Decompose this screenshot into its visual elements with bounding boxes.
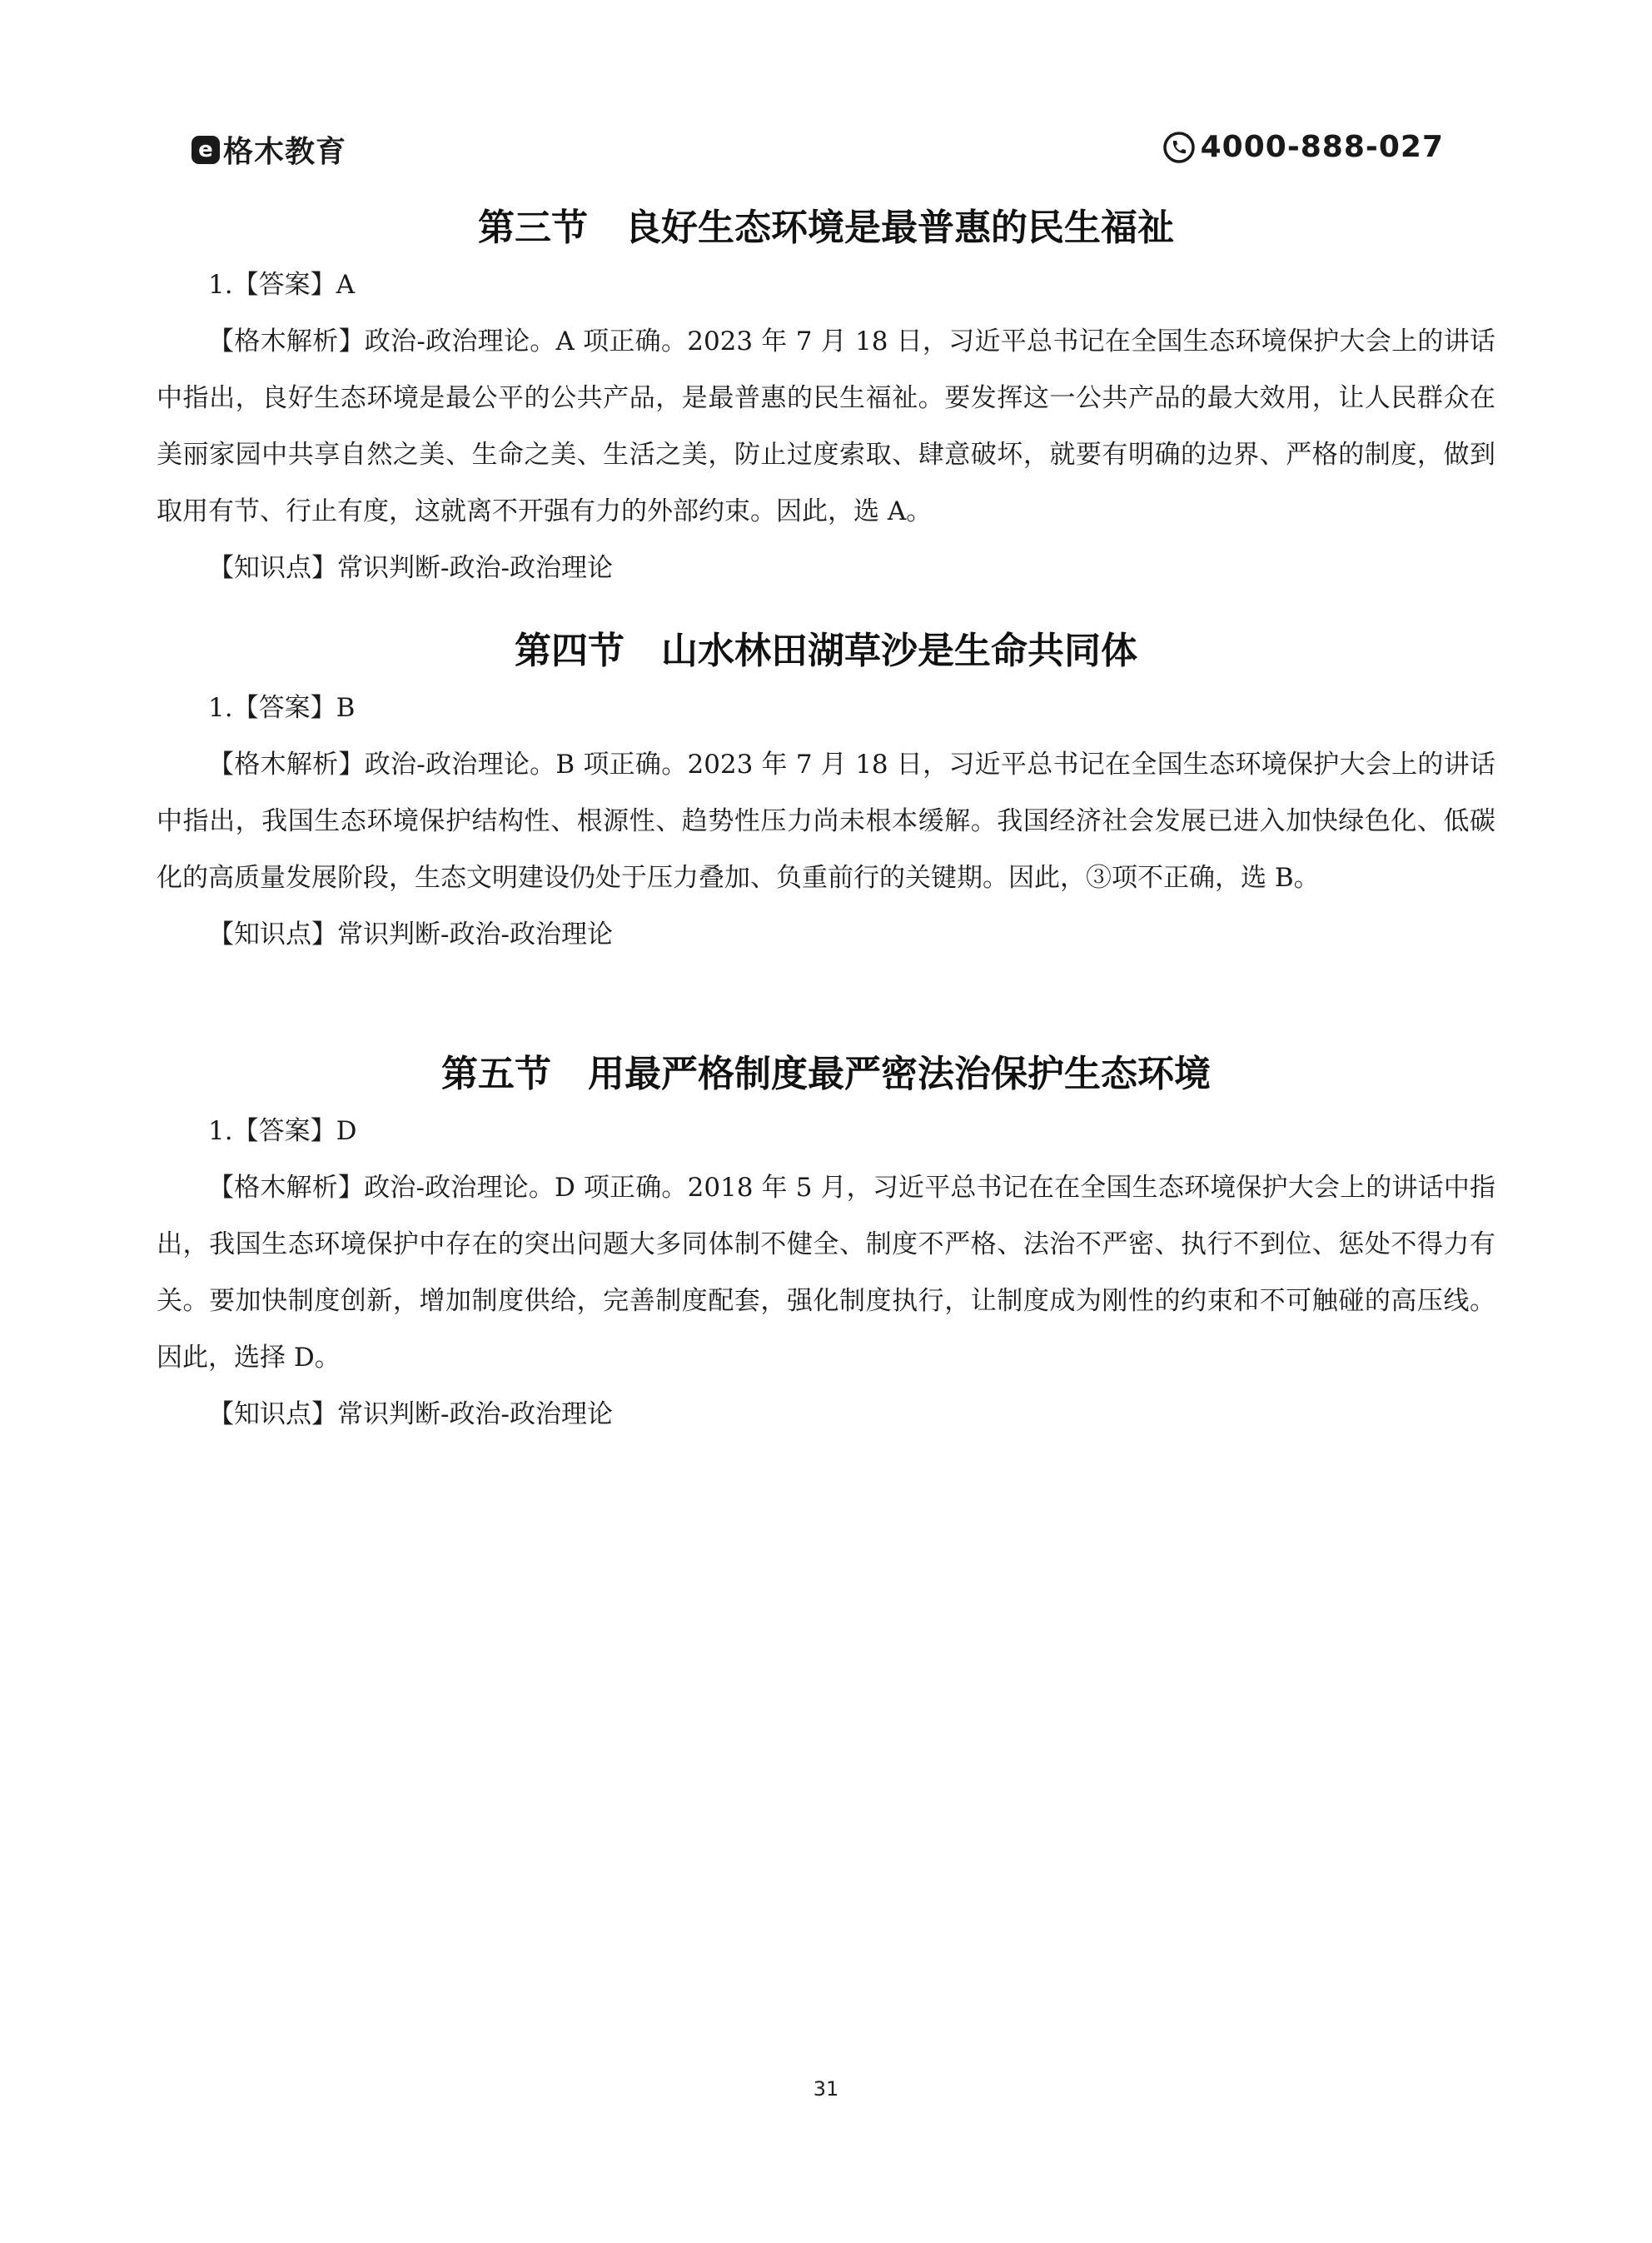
section-5: [157, 1049, 1495, 1443]
analysis-paragraph: 【格木解析】政治-政治理论。D 项正确。2018 年 5 月，习近平总书记在在全国生态环境保护大会上的讲话中指出，我国生态环境保护中存在的突出问题大多同体制不健全、制度不严格、法治不严密、执行不到位、惩处不得力有关。要加快制度创新，增加制度供给，完善制度配套，强化制度执行，让制度成为刚性的约束和不可触碰的高压线。因此，选择 D。: [157, 1173, 1495, 1373]
section-3: [157, 203, 1495, 596]
answer-line: 1.【答案】A: [208, 270, 355, 300]
phone-icon: [1162, 131, 1196, 164]
answer-line: 1.【答案】B: [208, 693, 356, 723]
knowledge-point: 【知识点】常识判断-政治-政治理论: [208, 553, 613, 583]
page-header: [192, 127, 1460, 177]
section-title: 第五节 用最严格制度最严密法治保护生态环境: [441, 1053, 1211, 1095]
answer-line: 1.【答案】D: [208, 1116, 357, 1146]
knowledge-point: 【知识点】常识判断-政治-政治理论: [208, 1399, 613, 1429]
logo-text: 格木教育: [223, 135, 347, 169]
phone-number: 4000-888-027: [1200, 130, 1444, 164]
brand-logo: [192, 128, 346, 171]
phone-contact: [1162, 130, 1444, 164]
analysis-paragraph: 【格木解析】政治-政治理论。B 项正确。2023 年 7 月 18 日，习近平总书记在全国生态环境保护大会上的讲话中指出，我国生态环境保护结构性、根源性、趋势性压力尚未根本缓解。我国经济社会发展已进入加快绿色化、低碳化的高质量发展阶段，生态文明建设仍处于压力叠加、负重前行的关键期。因此，③项不正确，选 B。: [157, 750, 1495, 893]
section-title: 第四节 山水林田湖草沙是生命共同体: [515, 630, 1137, 672]
knowledge-point: 【知识点】常识判断-政治-政治理论: [208, 920, 613, 950]
page-number: 31: [813, 2077, 839, 2101]
section-4: [157, 626, 1495, 963]
logo-icon: e: [192, 136, 220, 164]
section-title: 第三节 良好生态环境是最普惠的民生福祉: [478, 207, 1174, 249]
analysis-paragraph: 【格木解析】政治-政治理论。A 项正确。2023 年 7 月 18 日，习近平总书记在全国生态环境保护大会上的讲话中指出，良好生态环境是最公平的公共产品，是最普惠的民生福祉。要发挥这一公共产品的最大效用，让人民群众在美丽家园中共享自然之美、生命之美、生活之美，防止过度索取、肆意破坏，就要有明确的边界、严格的制度，做到取用有节、行止有度，这就离不开强有力的外部约束。因此，选 A。: [157, 326, 1495, 526]
